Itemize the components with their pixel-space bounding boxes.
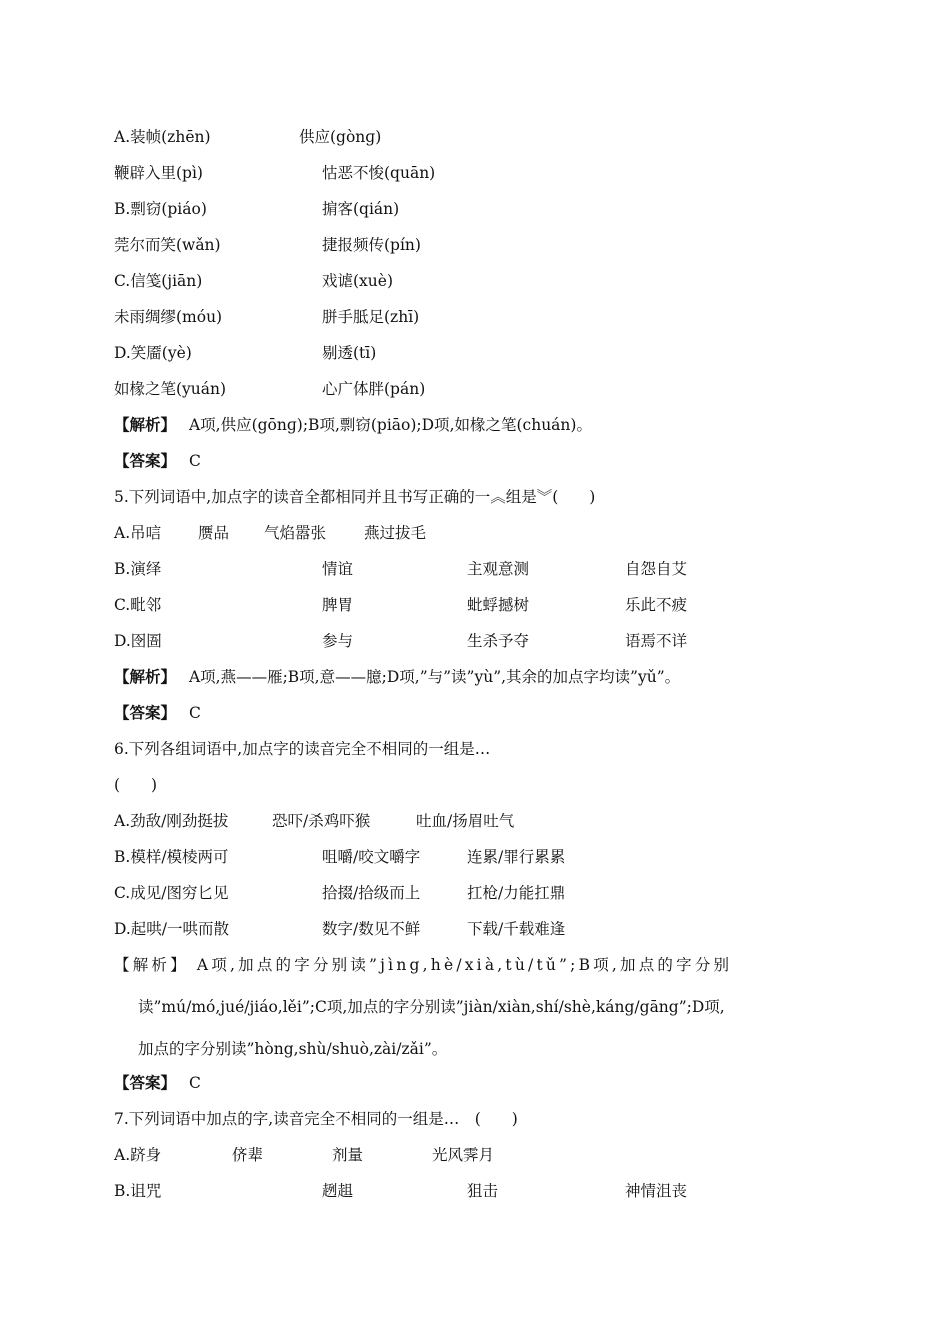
option-cell: 莞尔而笑(wǎn) — [114, 236, 221, 254]
q6-analysis-line3: 加点的字分别读”hòng,shù/shuò,zài/zǎi”。 — [138, 1040, 448, 1058]
option-cell: D.笑靥(yè) — [114, 344, 192, 362]
option-cell: 吐血/扬眉吐气 — [416, 812, 515, 830]
option-cell: 情谊 — [322, 560, 354, 578]
option-cell: 气焰嚣张 — [264, 524, 327, 542]
option-cell: 燕过拔毛 — [364, 524, 427, 542]
option-cell: B.模样/模棱两可 — [114, 848, 229, 866]
option-cell: 侪辈 — [232, 1146, 264, 1164]
answer-label: 【答案】 — [114, 1073, 177, 1092]
analysis-text: A项,燕——雁;B项,意——臆;D项,”与”读”yù”,其余的加点字均读”yǔ”。 — [188, 668, 681, 686]
analysis-label: 【解析】 — [114, 415, 177, 434]
option-cell: 狙击 — [467, 1182, 499, 1200]
option-cell: 语焉不详 — [625, 632, 688, 650]
answer-text: C — [188, 452, 201, 470]
option-cell: 胼手胝足(zhī) — [322, 308, 420, 326]
option-cell: 趔趄 — [322, 1182, 354, 1200]
q7-stem: 7.下列词语中加点的字,读音完全不相同的一组是… ( ) — [114, 1110, 518, 1128]
option-cell: 光风霁月 — [432, 1146, 495, 1164]
option-cell: 未雨绸缪(móu) — [114, 308, 223, 326]
option-cell: C.毗邻 — [114, 596, 162, 614]
option-cell: 掮客(qián) — [322, 200, 400, 218]
option-cell: 自怨自艾 — [625, 560, 688, 578]
q6-stem: 6.下列各组词语中,加点字的读音完全不相同的一组是… — [114, 740, 491, 758]
q5-answer — [114, 703, 201, 723]
q6-paren: ( ) — [114, 776, 158, 794]
option-cell: D.囹圄 — [114, 632, 162, 650]
option-cell: A.劲敌/刚劲挺拔 — [114, 812, 229, 830]
option-cell: 咀嚼/咬文嚼字 — [322, 848, 421, 866]
option-cell: 连累/罪行累累 — [467, 848, 566, 866]
option-cell: 剔透(tī) — [322, 344, 377, 362]
option-cell: 生杀予夺 — [467, 632, 530, 650]
option-cell: 戏谑(xuè) — [322, 272, 393, 290]
option-cell: B.演绎 — [114, 560, 162, 578]
q5-analysis — [114, 667, 680, 687]
option-cell: A.跻身 — [114, 1146, 162, 1164]
option-cell: 神情沮丧 — [625, 1182, 688, 1200]
option-cell: 如椽之笔(yuán) — [114, 380, 227, 398]
option-cell: 赝品 — [198, 524, 230, 542]
q6-answer — [114, 1073, 201, 1093]
analysis-label: 【解析】 — [114, 667, 177, 686]
option-cell: B.诅咒 — [114, 1182, 162, 1200]
q5-stem: 5.下列词语中,加点字的读音全都相同并且书写正确的一︽组是︾( ) — [114, 488, 596, 506]
option-cell: 乐此不疲 — [625, 596, 688, 614]
option-cell: C.信笺(jiān) — [114, 272, 203, 290]
option-cell: 鞭辟入里(pì) — [114, 164, 203, 182]
option-cell: 主观意测 — [467, 560, 530, 578]
option-cell: 供应(gònɡ) — [299, 128, 382, 146]
option-cell: C.成见/图穷匕见 — [114, 884, 229, 902]
option-cell: A.装帧(zhēn) — [114, 128, 211, 146]
option-cell: 参与 — [322, 632, 354, 650]
answer-label: 【答案】 — [114, 703, 177, 722]
analysis-text: A项,供应(gōnɡ);B项,剽窃(piāo);D项,如椽之笔(chuán)。 — [188, 416, 592, 434]
q4-answer — [114, 451, 201, 471]
answer-text: C — [188, 704, 201, 722]
option-cell: 恐吓/杀鸡吓猴 — [272, 812, 371, 830]
answer-label: 【答案】 — [114, 451, 177, 470]
q6-analysis-line2: 读”mú/mó,jué/jiáo,lěi”;C项,加点的字分别读”jiàn/xiàn,shí/shè,káng/gāng”;D项, — [138, 998, 725, 1016]
q4-analysis — [114, 415, 592, 435]
q6-analysis-line1: 【解析】 A项,加点的字分别读”jìng,hè/xià,tù/tǔ”;B项,加点的字分别 — [114, 956, 733, 974]
option-cell: 脾胃 — [322, 596, 354, 614]
option-cell: A.吊唁 — [114, 524, 162, 542]
option-cell: 怙恶不悛(quān) — [322, 164, 436, 182]
option-cell: 心广体胖(pán) — [322, 380, 426, 398]
option-cell: B.剽窃(piáo) — [114, 200, 207, 218]
option-cell: 捷报频传(pín) — [322, 236, 421, 254]
option-cell: 数字/数见不鲜 — [322, 920, 421, 938]
option-cell: 剂量 — [332, 1146, 364, 1164]
option-cell: D.起哄/一哄而散 — [114, 920, 230, 938]
option-cell: 拾掇/拾级而上 — [322, 884, 421, 902]
option-cell: 下载/千载难逢 — [467, 920, 566, 938]
answer-text: C — [188, 1074, 201, 1092]
option-cell: 蚍蜉撼树 — [467, 596, 530, 614]
option-cell: 扛枪/力能扛鼎 — [467, 884, 566, 902]
